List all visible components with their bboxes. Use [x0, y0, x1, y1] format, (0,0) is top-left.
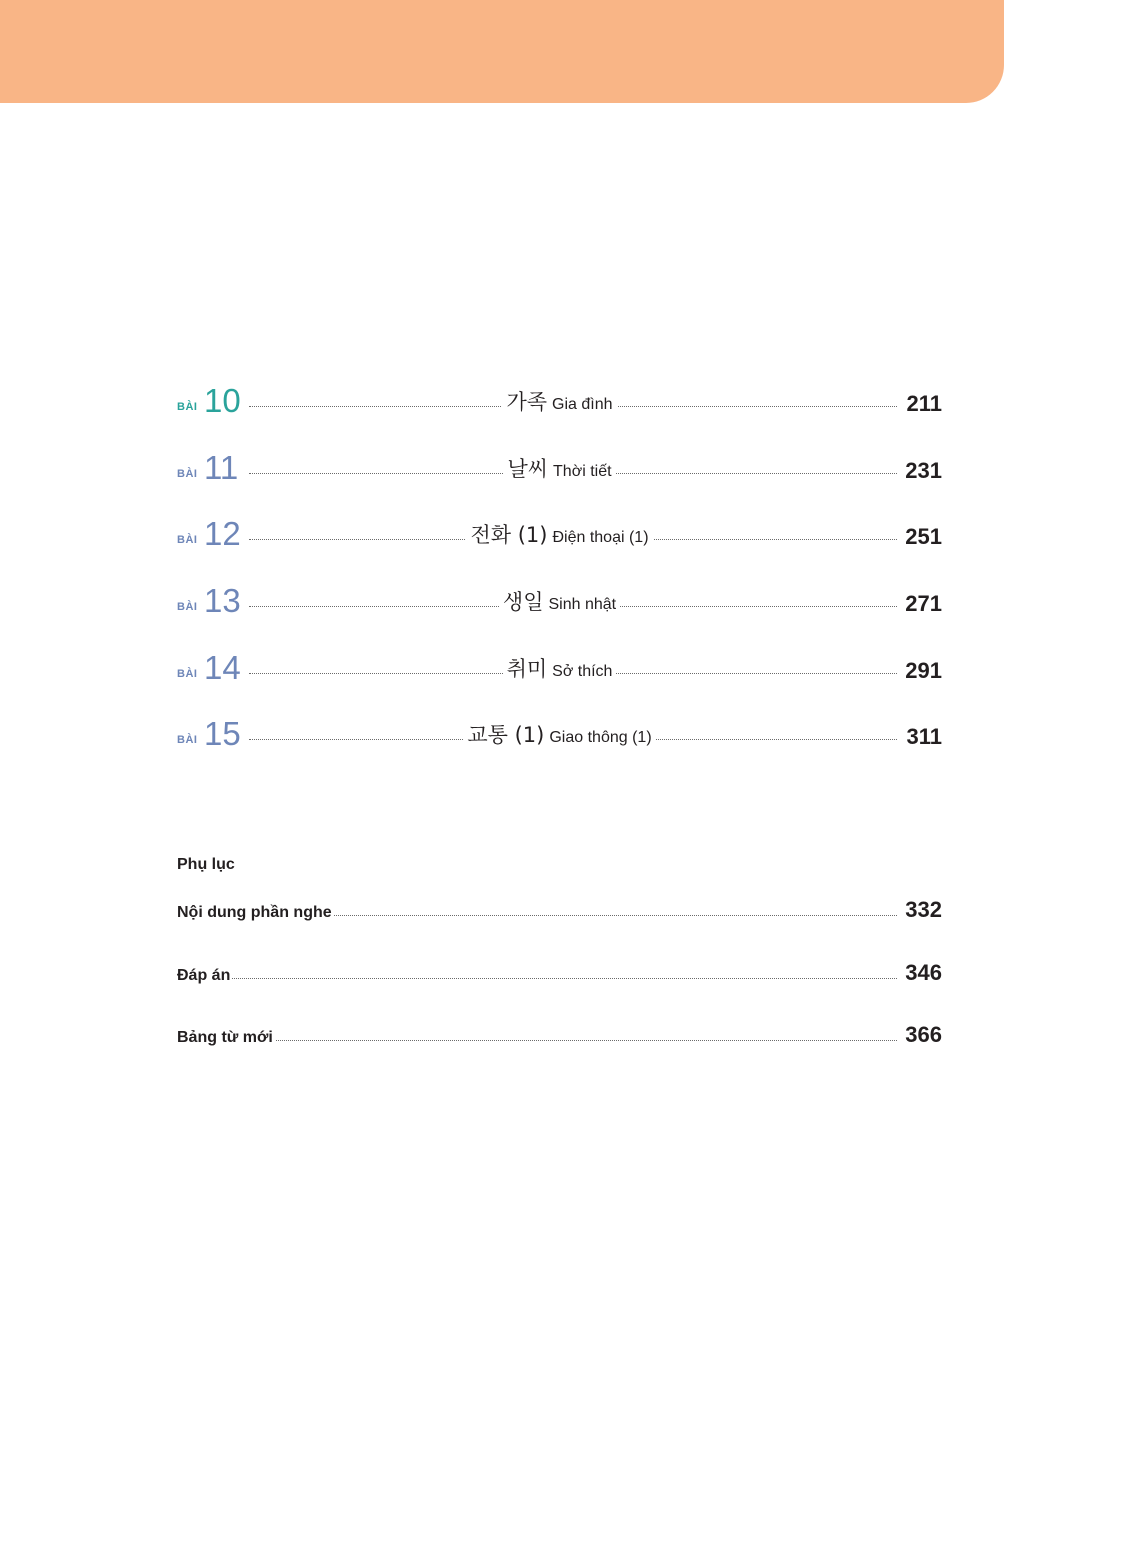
toc-entry-lesson-15[interactable]: [177, 703, 942, 753]
lesson-title-vietnamese: Gia đình: [552, 396, 613, 413]
lesson-title-korean: 취미: [506, 657, 548, 681]
lesson-number: 11: [204, 449, 239, 486]
appendix-entry-answers[interactable]: [177, 958, 942, 988]
lesson-title-vietnamese: Giao thông (1): [549, 729, 652, 746]
lesson-prefix: BÀI: [177, 734, 198, 746]
lesson-title: [177, 586, 942, 616]
page-number: 271: [905, 591, 942, 616]
appendix-label: Bảng từ mới: [177, 1029, 273, 1046]
appendix-entry-listening[interactable]: [177, 895, 942, 925]
lesson-number: 10: [204, 382, 241, 419]
lesson-prefix: BÀI: [177, 534, 198, 546]
appendix-entry-vocabulary[interactable]: [177, 1020, 942, 1050]
lesson-number: 13: [204, 582, 241, 619]
toc-entry-lesson-13[interactable]: [177, 570, 942, 620]
page-number: 231: [905, 458, 942, 483]
lesson-prefix: BÀI: [177, 401, 198, 413]
lesson-title-vietnamese: Sinh nhật: [548, 596, 617, 613]
lesson-prefix: BÀI: [177, 468, 198, 480]
lesson-title-korean: 날씨: [507, 457, 549, 481]
page-number: 332: [905, 897, 942, 922]
lesson-title-vietnamese: Sở thích: [552, 663, 613, 680]
toc-entry-lesson-12[interactable]: [177, 503, 942, 553]
toc-entry-lesson-11[interactable]: [177, 437, 942, 487]
lesson-title: [177, 386, 942, 416]
page-number: 251: [905, 524, 942, 549]
lesson-title-korean: 생일: [502, 590, 544, 614]
page-number: 291: [905, 658, 942, 683]
lesson-title: [177, 453, 942, 483]
lesson-prefix: BÀI: [177, 668, 198, 680]
lesson-number: 12: [204, 515, 241, 552]
page-number: 346: [905, 960, 942, 985]
lesson-number: 14: [204, 649, 241, 686]
lesson-title-vietnamese: Thời tiết: [553, 463, 612, 480]
page-number: 366: [905, 1022, 942, 1047]
page-number: 211: [906, 391, 942, 416]
appendix-heading: Phụ lục: [177, 856, 235, 873]
lesson-number: 15: [204, 715, 241, 752]
lesson-prefix: BÀI: [177, 601, 198, 613]
appendix-label: Đáp án: [177, 967, 231, 984]
lesson-title: [177, 519, 942, 549]
toc-entry-lesson-10[interactable]: [177, 370, 942, 420]
lesson-title-korean: 교통 (1): [467, 723, 545, 747]
lesson-title-korean: 가족: [506, 390, 548, 414]
header-band: [0, 0, 1004, 103]
page-number: 311: [906, 724, 942, 749]
appendix-label: Nội dung phần nghe: [177, 904, 332, 921]
dotted-leader: [177, 978, 897, 979]
toc-entry-lesson-14[interactable]: [177, 637, 942, 687]
lesson-title: [177, 719, 942, 749]
dotted-leader: [177, 1040, 897, 1041]
lesson-title-korean: 전화 (1): [470, 523, 548, 547]
lesson-title-vietnamese: Điện thoại (1): [552, 529, 649, 546]
lesson-title: [177, 653, 942, 683]
